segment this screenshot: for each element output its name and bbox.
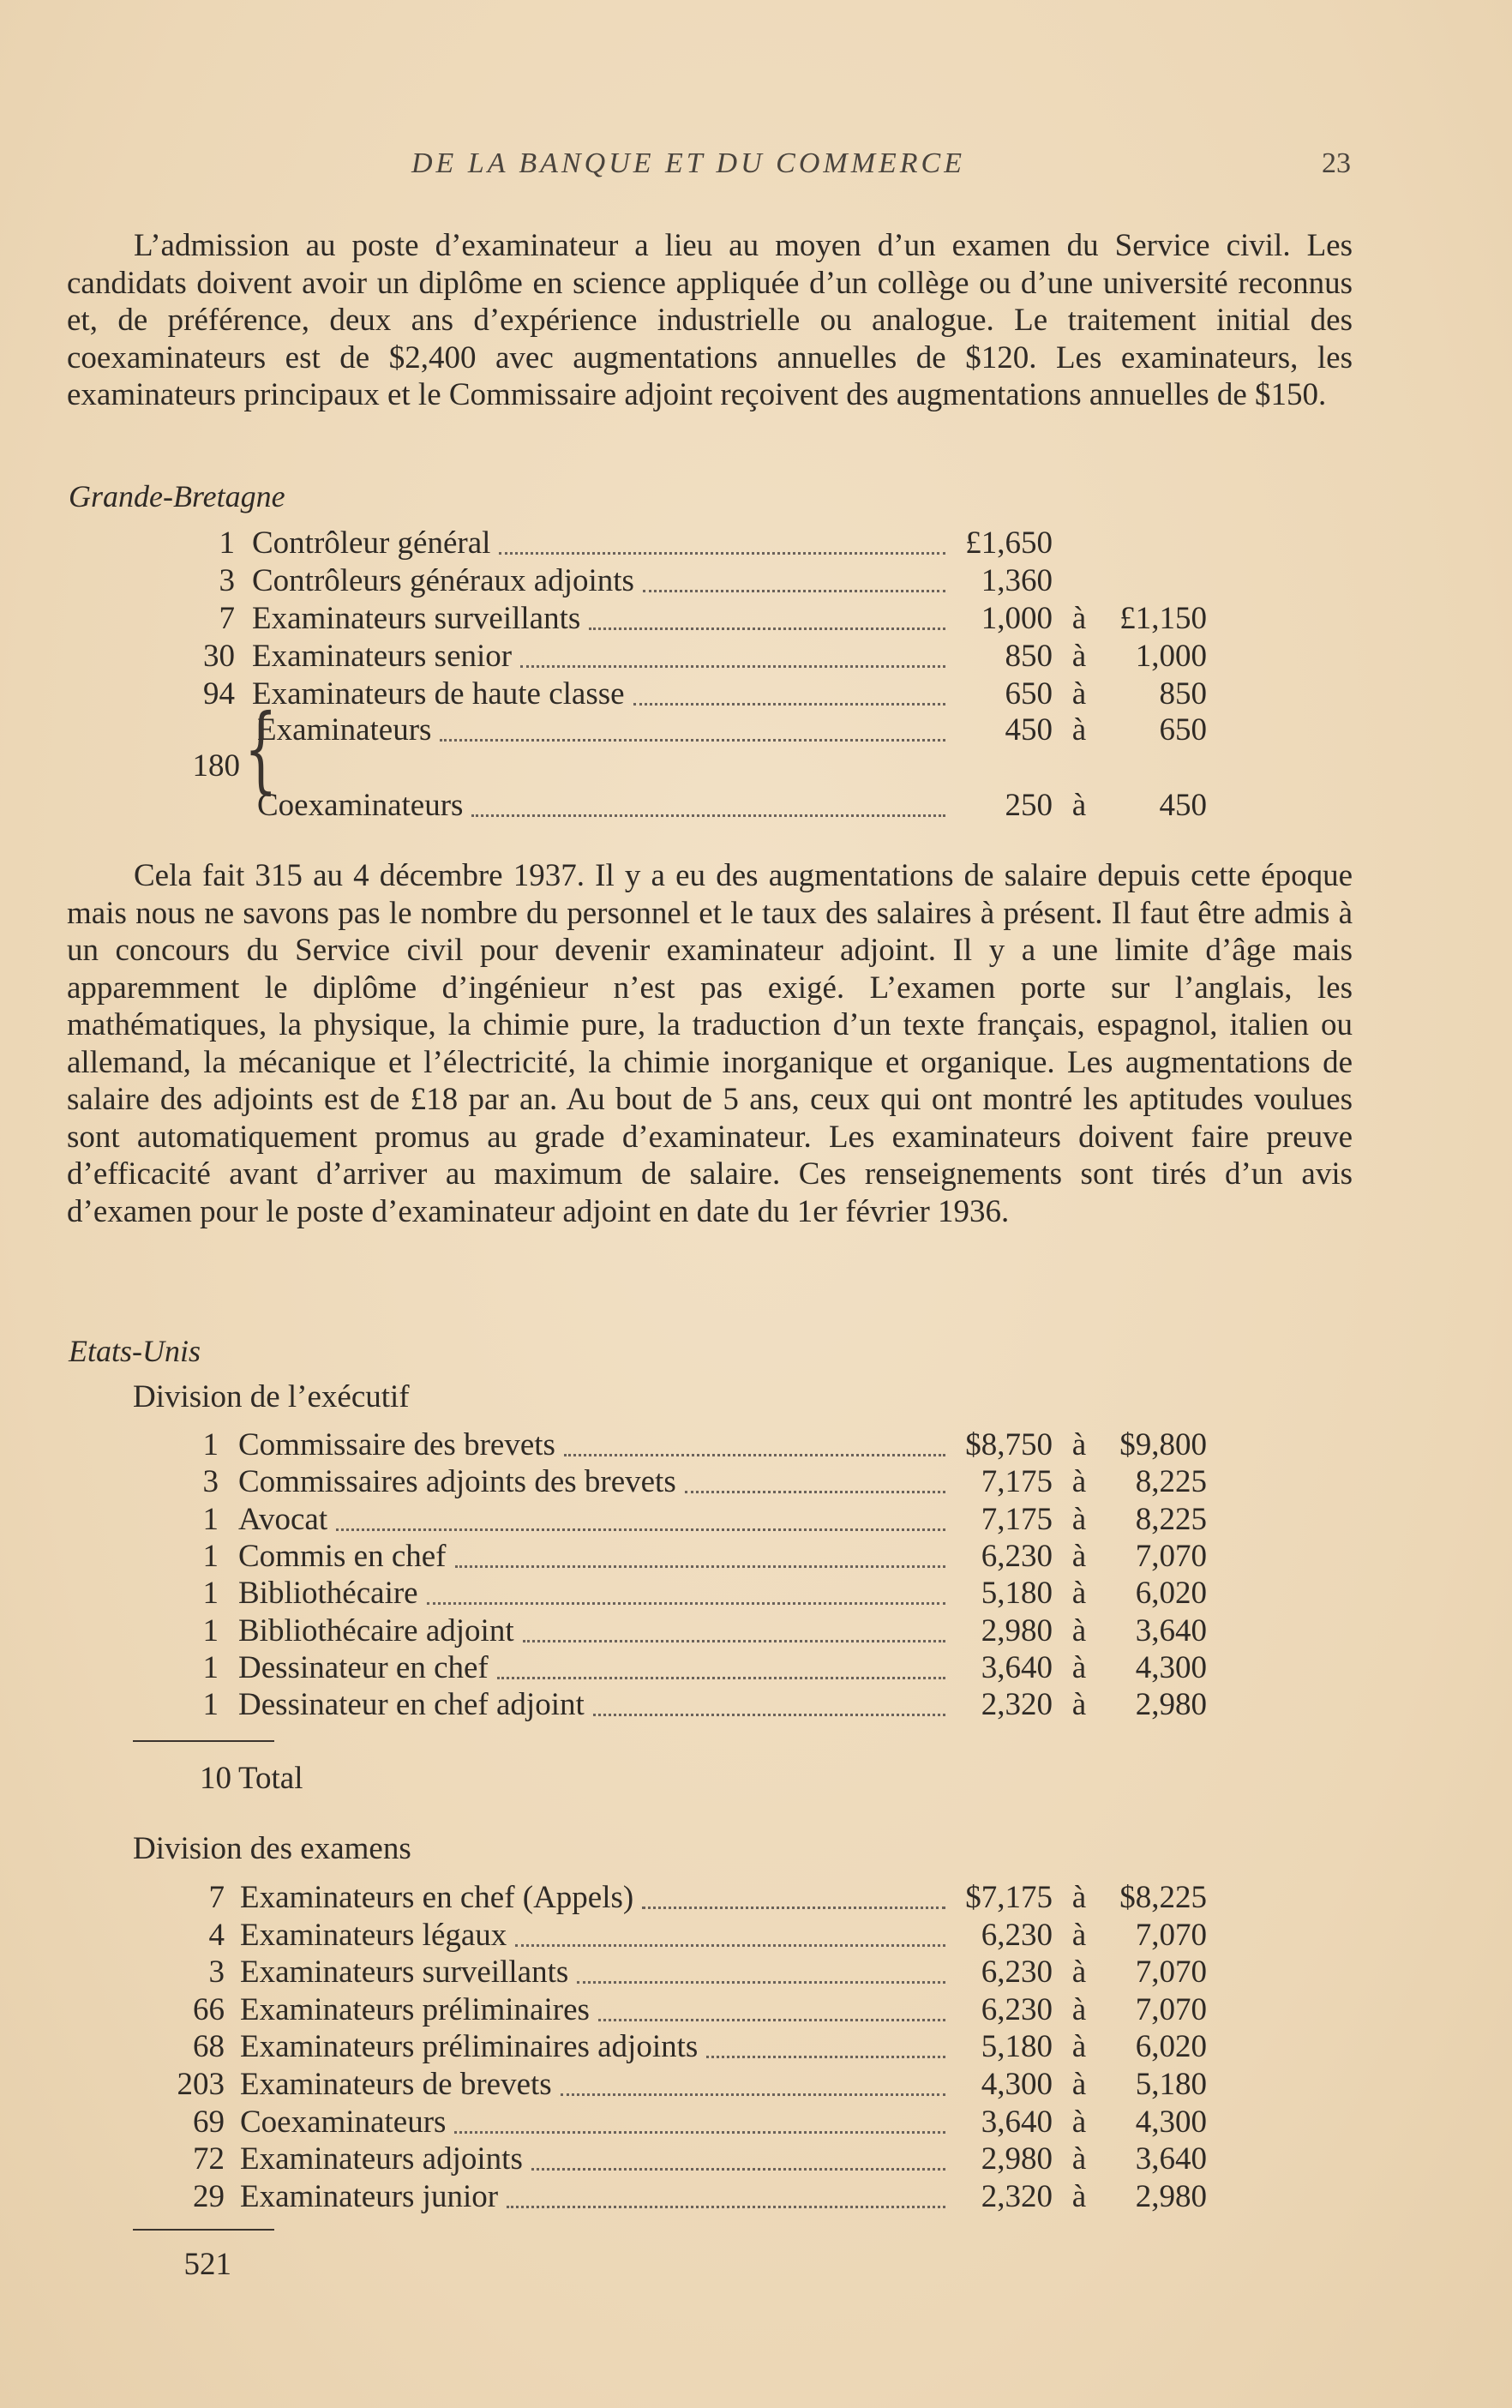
row-min-salary: 6,230 [981,1955,1053,1991]
row-count: 3 [219,563,235,598]
row-min-salary: 5,180 [981,2029,1053,2065]
row-label: Examinateurs [257,712,432,748]
row-to: à [1071,601,1087,636]
row-max-salary: 8,225 [1135,1464,1207,1500]
row-to: à [1071,1880,1087,1915]
exam-subtotal-rule [133,2229,274,2231]
row-min-salary: 6,230 [981,1917,1053,1953]
row-label: Contrôleur général [252,525,491,561]
row-label: Commissaire des brevets [238,1427,555,1462]
row-to: à [1071,2067,1087,2102]
table-row [0,1538,1512,1576]
row-max-salary: 7,070 [1135,1991,1207,2027]
table-row [0,562,1512,600]
dot-leader [520,665,945,668]
dot-leader [427,1602,945,1605]
row-label: Examinateurs en chef (Appels) [240,1880,634,1915]
row-max-salary: 8,225 [1135,1501,1207,1537]
row-label: Dessinateur en chef adjoint [238,1687,585,1723]
row-label: Examinateurs légaux [240,1917,507,1953]
row-min-salary: 1,360 [981,563,1053,598]
table-row [0,1879,1512,1917]
dot-leader [455,1565,945,1568]
row-max-salary: 6,020 [1135,1576,1207,1612]
row-label: Examinateurs préliminaires adjoints [240,2029,699,2065]
table-row [0,525,1512,562]
row-min-salary: 5,180 [981,1576,1053,1612]
row-max-salary: 6,020 [1135,2029,1207,2065]
dot-leader [685,1491,945,1493]
row-count: 1 [202,1576,219,1612]
row-count: 1 [202,1612,219,1648]
table-row [0,2104,1512,2141]
exam-subtotal: 521 [183,2247,231,2282]
row-min-salary: 250 [1005,788,1053,823]
dot-leader [642,1907,945,1909]
row-to: à [1071,1464,1087,1500]
row-max-salary: 3,640 [1135,1612,1207,1648]
row-label: Examinateurs surveillants [240,1955,569,1991]
row-min-salary: 2,320 [981,1687,1053,1723]
row-count: 4 [208,1917,225,1953]
row-label: Examinateurs de haute classe [252,676,625,712]
dot-leader [497,1677,945,1679]
row-min-salary: £1,650 [965,525,1053,561]
brace-count-row [146,748,249,785]
exam-subtotal-row [0,2246,1512,2284]
row-to: à [1071,1991,1087,2027]
row-label: Avocat [238,1501,328,1537]
dot-leader [643,590,945,592]
row-count: 1 [202,1427,219,1462]
gb-text: Cela fait 315 au 4 décembre 1937. Il y a eu des augmentations de salaire depuis cette époque mais nous ne savons pas le nombre du personnel et le taux des salaires à présent. Il faut être admis à un concours du Service civil pour devenir examinateur adjoint. Il y a une limite d’âge mais apparemment le diplôme d’ingénieur n’est pas exigé. L’examen porte sur l’anglais, les mathématiques, la physique, la chimie pure, la traduction d’un texte français, espagnol, italien ou allemand, la mécanique et l’électricité, la chimie inorganique et organique. Les augmentations de salaire des adjoints est de £18 par an. Au bout de 5 ans, ceux qui ont montré les aptitudes voulues sont automatiquement promus au grade d’examinateur. Les examinateurs doivent faire preuve d’efficacité avant d’arriver au maximum de salaire. Ces renseignements sont tirés d’un avis d’examen pour le poste d’examinateur adjoint en date du 1er février 1936. [67,858,1353,1229]
row-min-salary: 650 [1005,676,1053,712]
table-row [0,2178,1512,2216]
row-to: à [1071,1576,1087,1612]
row-min-salary: $7,175 [965,1880,1053,1915]
row-count: 68 [193,2029,225,2065]
row-max-salary: $9,800 [1119,1427,1207,1462]
table-row [0,1954,1512,1991]
running-title: DE LA BANQUE ET DU COMMERCE [411,147,966,179]
table-row [0,1575,1512,1612]
dot-leader [336,1528,945,1531]
dot-leader [589,628,945,630]
row-max-salary: 2,980 [1135,2178,1207,2214]
row-count: 1 [202,1538,219,1574]
row-max-salary: 3,640 [1135,2141,1207,2177]
row-min-salary: 6,230 [981,1538,1053,1574]
table-row [0,600,1512,638]
running-header [0,147,1512,189]
row-max-salary: 2,980 [1135,1687,1207,1723]
row-label: Contrôleurs généraux adjoints [252,563,634,598]
row-to: à [1071,1687,1087,1723]
table-row [0,1463,1512,1501]
row-count: 3 [202,1464,219,1500]
page-number: 23 [1322,147,1351,179]
brace-count: 180 [192,748,240,784]
dot-leader [564,1454,945,1456]
row-max-salary: $8,225 [1119,1880,1207,1915]
row-to: à [1071,1917,1087,1953]
dot-leader [706,2056,945,2058]
exec-total-count: 10 [200,1761,231,1796]
row-count: 94 [203,676,235,712]
row-to: à [1071,712,1087,748]
dot-leader [633,703,945,706]
row-to: à [1071,1955,1087,1991]
us-heading: Etats-Unis [69,1334,201,1368]
row-to: à [1071,2104,1087,2140]
exec-total-rule [133,1740,274,1742]
row-max-salary: 650 [1159,712,1207,748]
row-max-salary: 5,180 [1135,2067,1207,2102]
row-label: Dessinateur en chef [238,1649,489,1685]
dot-leader [440,739,945,742]
row-to: à [1071,1612,1087,1648]
row-max-salary: 7,070 [1135,1917,1207,1953]
row-max-salary: 7,070 [1135,1955,1207,1991]
row-label: Bibliothécaire adjoint [238,1612,514,1648]
row-max-salary: 4,300 [1135,1649,1207,1685]
row-count: 1 [219,525,235,561]
row-label: Examinateurs surveillants [252,601,581,636]
row-count: 69 [193,2104,225,2140]
row-min-salary: 3,640 [981,2104,1053,2140]
row-label: Examinateurs de brevets [240,2067,552,2102]
row-to: à [1071,2141,1087,2177]
row-min-salary: 450 [1005,712,1053,748]
table-row [0,2066,1512,2104]
table-row [0,1991,1512,2029]
dot-leader [593,1714,945,1716]
row-min-salary: 2,320 [981,2178,1053,2214]
intro-text: L’admission au poste d’examinateur a lieu au moyen d’un examen du Service civil. Les candidats doivent avoir un diplôme en science appliquée d’un collège ou d’une université reconnus et, de préférence, deux ans d’expérience industrielle ou analogue. Le traitement initial des coexaminateurs est de $2,400 avec augmentations annuelles de $120. Les examinateurs, les examinateurs principaux et le Commissaire adjoint reçoivent des augmentations annuelles de $150. [67,228,1353,412]
row-label: Examinateurs préliminaires [240,1991,590,2027]
dot-leader [598,2019,945,2021]
dot-leader [471,814,945,817]
exec-heading: Division de l’exécutif [133,1379,410,1414]
row-to: à [1071,2178,1087,2214]
table-row [0,1649,1512,1687]
row-min-salary: 6,230 [981,1991,1053,2027]
row-label: Coexaminateurs [257,788,464,823]
row-min-salary: $8,750 [965,1427,1053,1462]
row-max-salary: 7,070 [1135,1538,1207,1574]
brace: { [244,694,278,803]
row-to: à [1071,2029,1087,2065]
row-count: 7 [208,1880,225,1915]
row-to: à [1071,788,1087,823]
exec-total-label: Total [238,1761,303,1796]
row-to: à [1071,639,1087,674]
row-count: 1 [202,1649,219,1685]
table-row [0,1426,1512,1464]
exam-heading: Division des examens [133,1831,411,1866]
row-count: 66 [193,1991,225,2027]
table-row [0,2141,1512,2178]
row-min-salary: 7,175 [981,1464,1053,1500]
dot-leader [577,1981,945,1984]
table-row [0,1612,1512,1650]
row-max-salary: 4,300 [1135,2104,1207,2140]
dot-leader [523,1640,945,1642]
row-count: 29 [193,2178,225,2214]
gb-heading: Grande-Bretagne [69,479,285,513]
dot-leader [499,552,945,555]
row-to: à [1071,1538,1087,1574]
row-to: à [1071,1649,1087,1685]
dot-leader [454,2131,945,2134]
dot-leader [531,2168,945,2171]
row-label: Examinateurs adjoints [240,2141,523,2177]
row-max-salary: £1,150 [1119,601,1207,636]
row-label: Commissaires adjoints des brevets [238,1464,676,1500]
row-count: 1 [202,1501,219,1537]
intro-paragraph [67,227,1353,414]
row-count: 72 [193,2141,225,2177]
row-label: Examinateurs senior [252,639,513,674]
gb-paragraph [67,857,1353,1230]
row-max-salary: 450 [1159,788,1207,823]
dot-leader [561,2093,945,2096]
row-to: à [1071,676,1087,712]
table-row [0,712,1512,749]
exec-total-row [0,1760,1512,1798]
row-min-salary: 2,980 [981,2141,1053,2177]
table-row [0,1917,1512,1955]
row-label: Commis en chef [238,1538,447,1574]
row-min-salary: 4,300 [981,2067,1053,2102]
row-to: à [1071,1501,1087,1537]
row-min-salary: 7,175 [981,1501,1053,1537]
table-row [0,2028,1512,2066]
dot-leader [507,2206,945,2208]
table-row [0,1686,1512,1724]
row-label: Coexaminateurs [240,2104,447,2140]
table-row [0,1501,1512,1539]
row-min-salary: 1,000 [981,601,1053,636]
dot-leader [515,1944,945,1947]
table-row [0,787,1512,825]
row-count: 3 [208,1955,225,1991]
row-max-salary: 850 [1159,676,1207,712]
table-row [0,676,1512,713]
row-count: 203 [177,2067,225,2102]
row-min-salary: 3,640 [981,1649,1053,1685]
row-label: Bibliothécaire [238,1576,418,1612]
table-row [0,638,1512,676]
row-count: 7 [219,601,235,636]
row-label: Examinateurs junior [240,2178,499,2214]
row-count: 1 [202,1687,219,1723]
row-min-salary: 2,980 [981,1612,1053,1648]
row-max-salary: 1,000 [1135,639,1207,674]
row-to: à [1071,1427,1087,1462]
row-count: 30 [203,639,235,674]
row-min-salary: 850 [1005,639,1053,674]
